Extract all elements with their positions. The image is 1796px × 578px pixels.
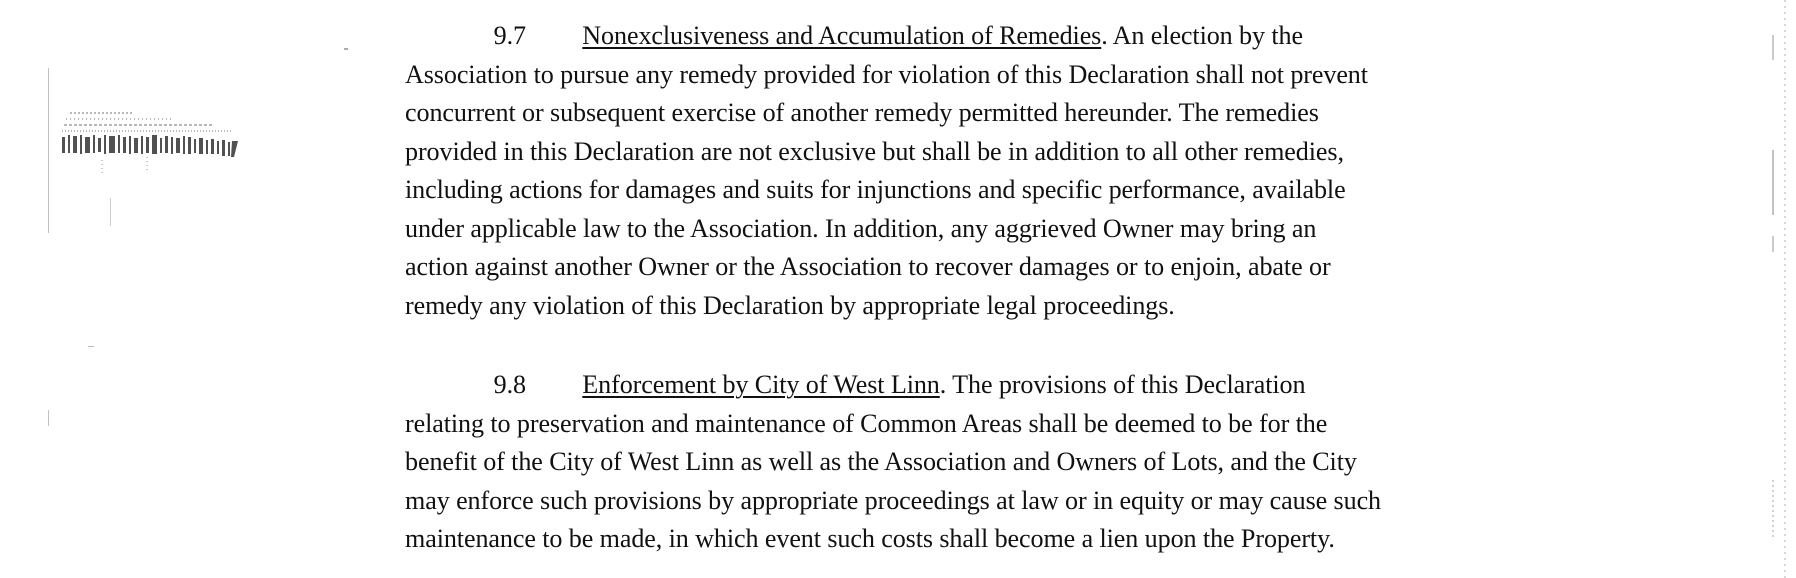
margin-dot xyxy=(110,198,111,226)
margin-line xyxy=(48,68,49,233)
paragraph-line: relating to preservation and maintenance of Common Areas shall be deemed to be for the xyxy=(405,407,1328,438)
paragraph-line: provided in this Declaration are not exclusive but shall be in addition to all other remedies, xyxy=(405,135,1344,166)
section-title: Enforcement by City of West Linn xyxy=(582,369,940,399)
paragraph-line: remedy any violation of this Declaration by appropriate legal proceedings. xyxy=(405,289,1175,320)
margin-dot xyxy=(88,346,94,347)
paragraph-line: may enforce such provisions by appropriate proceedings at law or in equity or may cause such xyxy=(405,484,1382,515)
section-9-7 xyxy=(405,16,1528,324)
paragraph-line: concurrent or subsequent exercise of another remedy permitted hereunder. The remedies xyxy=(405,97,1319,127)
paragraph-line: action against another Owner or the Association to recover damages or to enjoin, abate or xyxy=(405,251,1331,281)
heading-continuation: . An election by the xyxy=(1101,20,1303,50)
section-heading-line xyxy=(405,16,1528,55)
paragraph-line: including actions for damages and suits for injunctions and specific performance, available xyxy=(405,174,1346,204)
paragraph-line: under applicable law to the Association. In addition, any aggrieved Owner may bring an xyxy=(405,212,1317,243)
section-title: Nonexclusiveness and Accumulation of Remedies xyxy=(582,20,1102,50)
section-number: 9.7 xyxy=(493,20,526,50)
margin-line xyxy=(48,410,49,426)
scan-edge-marks xyxy=(1695,0,1795,578)
section-heading-line xyxy=(405,365,1528,404)
paragraph-line: benefit of the City of West Linn as well as the Association and Owners of Lots, and the City xyxy=(405,446,1357,476)
section-9-8 xyxy=(405,365,1528,558)
paragraph-line: maintenance to be made, in which event such costs shall become a lien upon the Property. xyxy=(405,523,1335,553)
section-number: 9.8 xyxy=(493,369,526,399)
margin-dot xyxy=(344,48,348,50)
paragraph-line: Association to pursue any remedy provided for violation of this Declaration shall not prevent xyxy=(405,58,1368,89)
heading-continuation: . The provisions of this Declaration xyxy=(939,369,1306,399)
scan-artifact xyxy=(62,105,262,175)
